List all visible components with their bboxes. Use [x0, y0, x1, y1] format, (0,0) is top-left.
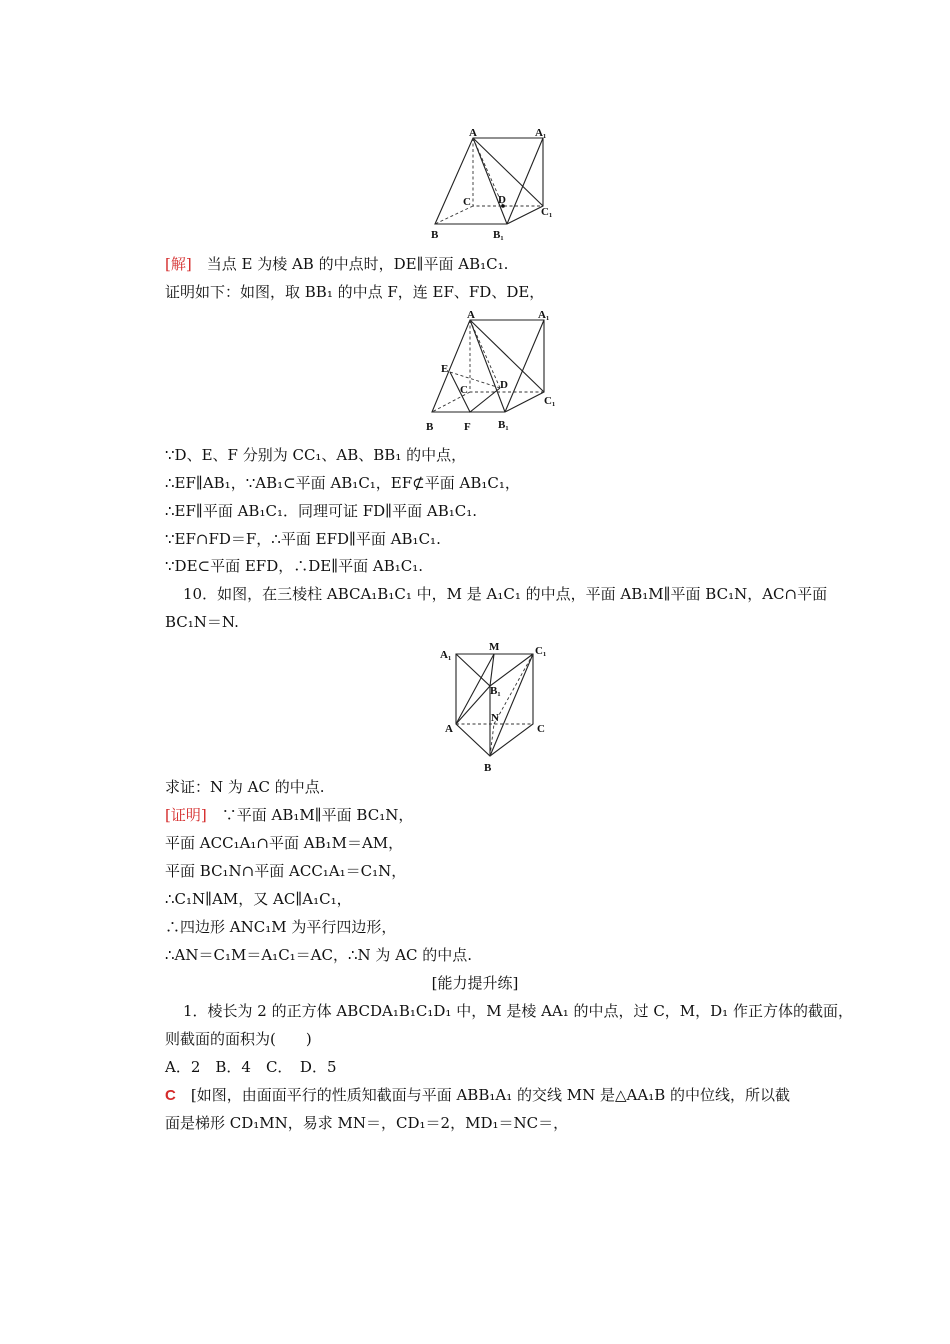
text-line: ∵D、E、F 分别为 CC₁、AB、BB₁ 的中点， [165, 446, 467, 464]
text-line: 面是梯形 CD₁MN，易求 MN＝，CD₁＝2，MD₁＝NC＝， [165, 1114, 569, 1132]
svg-text:A₁: A₁ [535, 127, 547, 139]
answer-options: A．2 B．4 C． D．5 [165, 1058, 337, 1076]
solution-intro: [解] 当点 E 为棱 AB 的中点时，DE∥平面 AB₁C₁. [165, 255, 509, 273]
svg-text:D: D [498, 194, 506, 206]
figure-prism-2 [420, 310, 570, 435]
text-line: ∴四边形 ANC₁M 为平行四边形， [165, 918, 397, 936]
svg-text:B: B [431, 229, 439, 241]
text-line: ∴C₁N∥AM，又 AC∥A₁C₁， [165, 890, 352, 908]
answer-explanation: C [如图，由面面平行的性质知截面与平面 ABB₁A₁ 的交线 MN 是△AA₁B 的中位线，所以截 [165, 1086, 790, 1104]
solution-tag: [解] [165, 255, 192, 273]
svg-text:C: C [537, 723, 545, 735]
svg-text:F: F [464, 421, 471, 433]
problem-10-text: 10．如图，在三棱柱 ABCA₁B₁C₁ 中，M 是 A₁C₁ 的中点，平面 AB₁M∥平面 BC₁N，AC∩平面 [183, 585, 828, 603]
svg-text:N: N [491, 712, 499, 724]
text-line: ∵EF∩FD＝F，∴平面 EFD∥平面 AB₁C₁. [165, 530, 441, 548]
svg-text:C₁: C₁ [541, 206, 553, 218]
text-line: ∴EF∥平面 AB₁C₁．同理可证 FD∥平面 AB₁C₁. [165, 502, 477, 520]
svg-text:B₁: B₁ [493, 229, 504, 241]
text-line: 平面 BC₁N∩平面 ACC₁A₁＝C₁N， [165, 862, 407, 880]
svg-text:D: D [500, 379, 508, 391]
svg-text:B: B [484, 762, 492, 774]
svg-text:A₁: A₁ [440, 649, 452, 661]
svg-text:C: C [463, 196, 471, 208]
svg-text:M: M [489, 641, 500, 653]
section-heading: [能力提升练] [431, 974, 519, 992]
svg-text:A: A [467, 309, 475, 321]
svg-text:B₁: B₁ [490, 685, 501, 697]
answer-letter: C [165, 1087, 176, 1104]
figure-prism-1 [425, 124, 565, 244]
text-line: ∵DE⊂平面 EFD，∴DE∥平面 AB₁C₁. [165, 557, 424, 575]
proof-intro: [证明] ∵平面 AB₁M∥平面 BC₁N， [165, 806, 414, 824]
text-line: 证明如下：如图，取 BB₁ 的中点 F，连 EF、FD、DE， [165, 283, 545, 301]
svg-text:B₁: B₁ [498, 419, 509, 431]
text-line: ∴EF∥AB₁，∵AB₁⊂平面 AB₁C₁，EF⊄平面 AB₁C₁， [165, 474, 520, 492]
text-line: 平面 ACC₁A₁∩平面 AB₁M＝AM， [165, 834, 404, 852]
svg-text:A: A [469, 127, 477, 139]
svg-text:A₁: A₁ [538, 309, 550, 321]
text-line: 求证：N 为 AC 的中点. [165, 778, 325, 796]
svg-text:C: C [460, 384, 468, 396]
svg-text:A: A [445, 723, 453, 735]
text-line: 则截面的面积为( ) [165, 1030, 312, 1048]
text-line: ∴AN＝C₁M＝A₁C₁＝AC，∴N 为 AC 的中点. [165, 946, 473, 964]
text-line: BC₁N＝N. [165, 613, 239, 631]
proof-tag: [证明] [165, 806, 207, 824]
svg-text:B: B [426, 421, 434, 433]
svg-text:E: E [441, 363, 449, 375]
svg-text:C₁: C₁ [544, 395, 556, 407]
figure-prism-3 [438, 640, 558, 775]
problem-1-text: 1．棱长为 2 的正方体 ABCDA₁B₁C₁D₁ 中，M 是棱 AA₁ 的中点，过 C，M，D₁ 作正方体的截面， [183, 1002, 853, 1020]
svg-text:C₁: C₁ [535, 645, 547, 657]
